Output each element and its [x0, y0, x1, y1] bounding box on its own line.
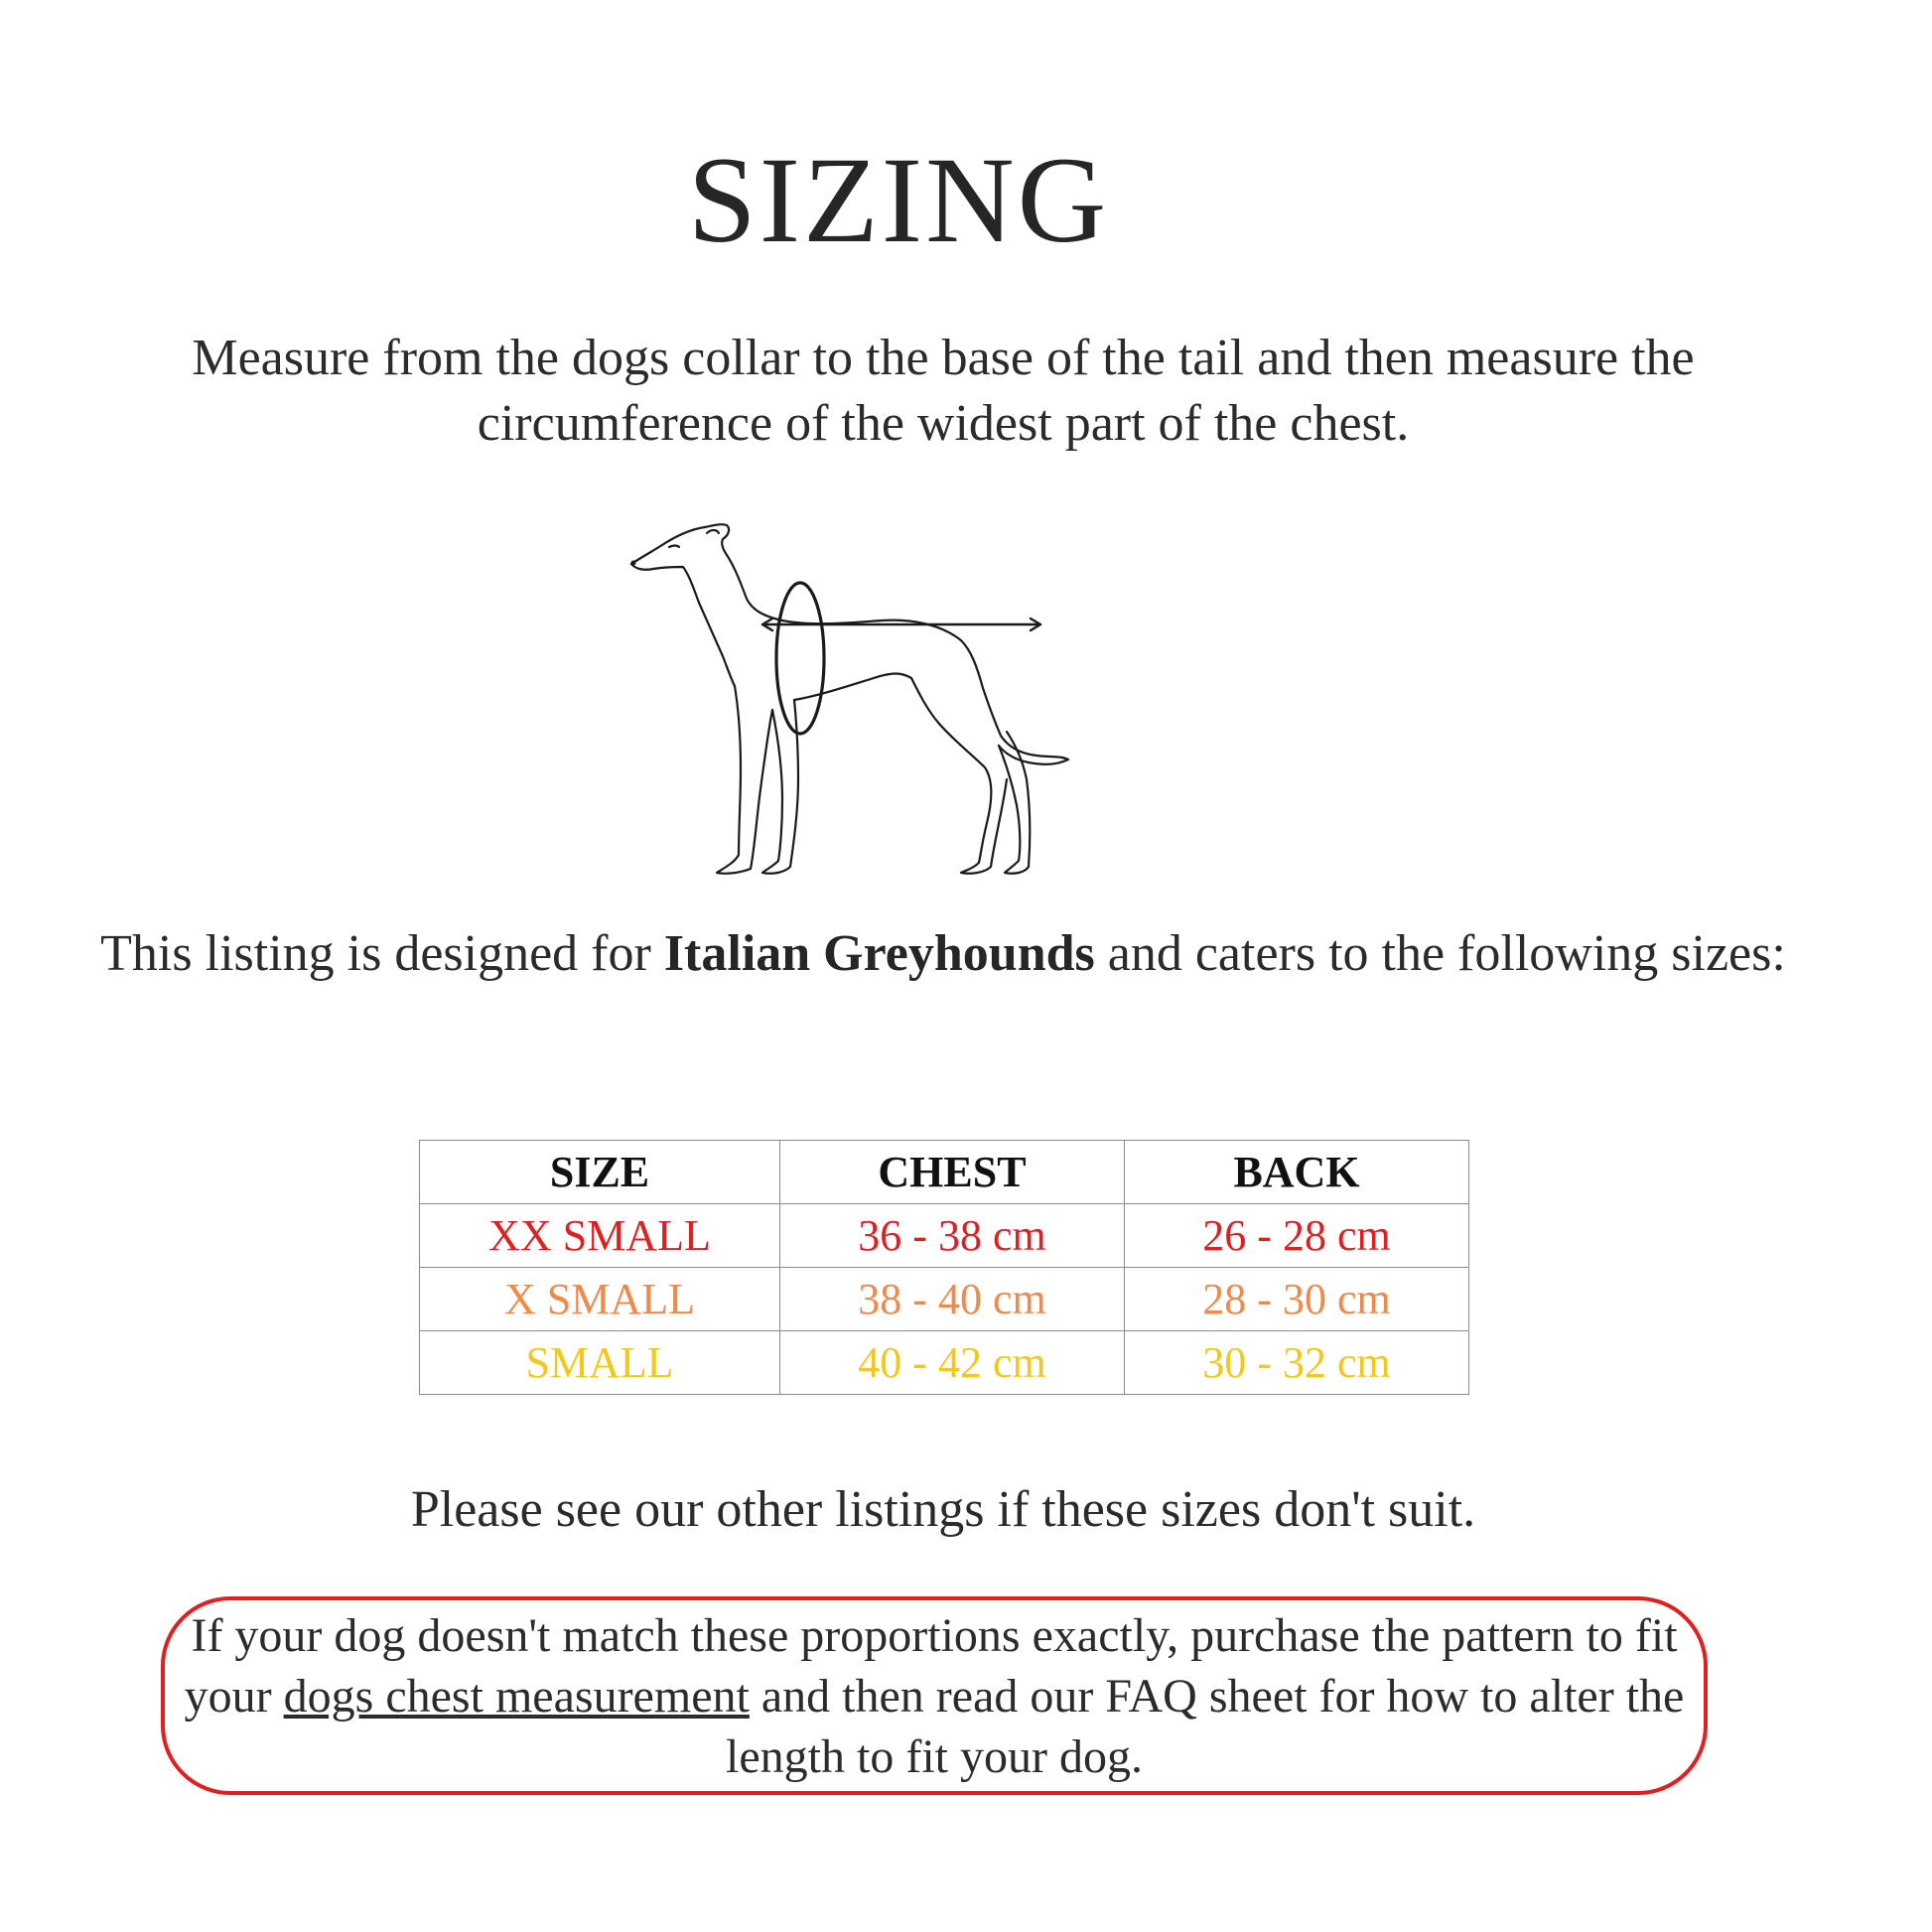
table-header-row — [420, 1141, 1469, 1204]
back-cell: 28 - 30 cm — [1125, 1268, 1469, 1331]
table-row — [420, 1204, 1469, 1268]
chest-cell: 40 - 42 cm — [780, 1331, 1125, 1395]
table-row — [420, 1268, 1469, 1331]
size-cell: X SMALL — [420, 1268, 780, 1331]
page-title: SIZING — [687, 132, 1110, 268]
table-row — [420, 1331, 1469, 1395]
size-table — [419, 1140, 1469, 1395]
other-listings-note: Please see our other listings if these sizes don't suit. — [410, 1481, 1476, 1538]
chest-cell: 38 - 40 cm — [780, 1268, 1125, 1331]
chest-measurement-loop — [776, 583, 824, 734]
size-cell: XX SMALL — [420, 1204, 780, 1268]
size-header: SIZE — [420, 1141, 780, 1204]
greyhound-measurement-icon — [623, 511, 1179, 889]
back-cell: 30 - 32 cm — [1125, 1331, 1469, 1395]
back-header: BACK — [1125, 1141, 1469, 1204]
chest-cell: 36 - 38 cm — [780, 1204, 1125, 1268]
chest-measurement-link[interactable]: dogs chest measurement — [283, 1669, 750, 1723]
notice-text: If your dog doesn't match these proportions exactly, purchase the pattern to fit your dogs chest measurement and then read our FAQ sheet for how to alter the length to fit your dog. — [184, 1608, 1685, 1783]
back-cell: 26 - 28 cm — [1125, 1204, 1469, 1268]
dog-outline — [631, 524, 1068, 764]
measure-instructions: Measure from the dogs collar to the base of the tail and then measure the circumference of the widest part of the chest. — [192, 330, 1695, 452]
breed-name: Italian Greyhounds — [663, 925, 1095, 982]
proportions-notice — [161, 1596, 1708, 1795]
listing-description: This listing is designed for Italian Greyhounds and caters to the following sizes: — [100, 925, 1786, 982]
chest-header: CHEST — [780, 1141, 1125, 1204]
size-cell: SMALL — [420, 1331, 780, 1395]
